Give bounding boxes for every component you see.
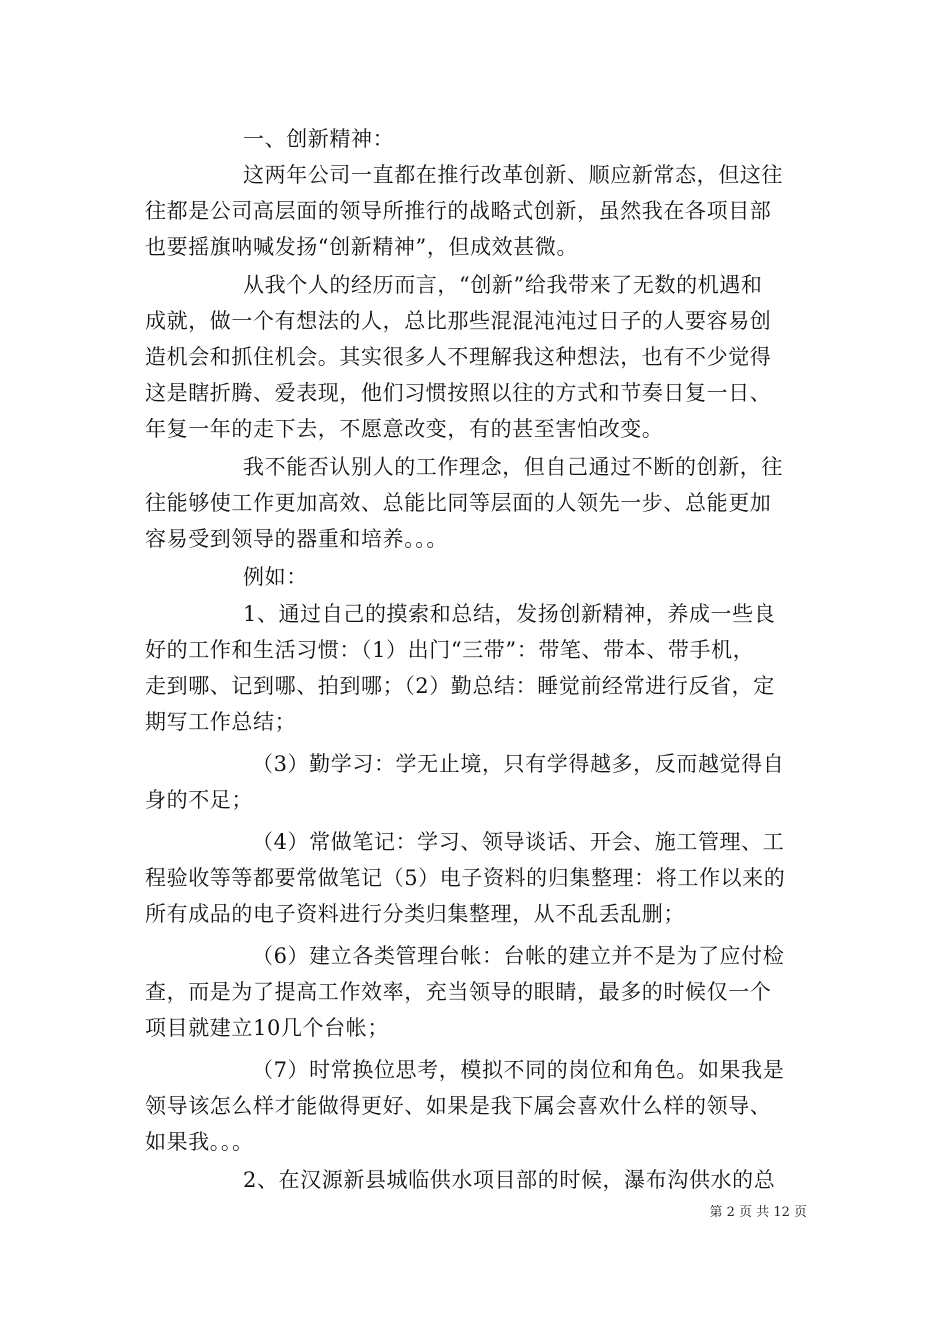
paragraph-line: 所有成品的电子资料进行分类归集整理，从不乱丢乱删； bbox=[145, 902, 685, 926]
paragraph-line: 走到哪、记到哪、拍到哪；（2）勤总结：睡觉前经常进行反省，定 bbox=[145, 674, 775, 698]
paragraph-line: 年复一年的走下去，不愿意改变，有的甚至害怕改变。 bbox=[145, 417, 664, 441]
paragraph-line: 造机会和抓住机会。其实很多人不理解我这种想法，也有不少觉得 bbox=[145, 345, 772, 369]
paragraph-line: 领导该怎么样才能做得更好、如果是我下属会喜欢什么样的领导、 bbox=[145, 1094, 772, 1118]
paragraph-line: 查，而是为了提高工作效率，充当领导的眼睛，最多的时候仅一个 bbox=[145, 980, 772, 1004]
paragraph-line: （6）建立各类管理台帐：台帐的建立并不是为了应付检 bbox=[252, 944, 785, 968]
paragraph-line: 2、在汉源新县城临供水项目部的时候，瀑布沟供水的总 bbox=[243, 1168, 776, 1192]
paragraph-line: 期写工作总结； bbox=[145, 710, 297, 734]
paragraph-line: 从我个人的经历而言，“创新”给我带来了无数的机遇和 bbox=[243, 273, 763, 297]
paragraph-line: 往能够使工作更加高效、总能比同等层面的人领先一步、总能更加 bbox=[145, 491, 772, 515]
paragraph-line: 也要摇旗呐喊发扬“创新精神”，但成效甚微。 bbox=[145, 235, 579, 259]
paragraph-line: 身的不足； bbox=[145, 788, 253, 812]
page-number-footer: 第 2 页 共 12 页 bbox=[709, 1205, 807, 1220]
paragraph-line: 好的工作和生活习惯：（1）出门“三带”：带笔、带本、带手机， bbox=[145, 638, 755, 662]
paragraph-line: 如果我。。。 bbox=[145, 1130, 254, 1154]
paragraph-line: （4）常做笔记：学习、领导谈话、开会、施工管理、工 bbox=[252, 830, 785, 854]
paragraph-line: 这是瞎折腾、爱表现，他们习惯按照以往的方式和节奏日复一日、 bbox=[145, 381, 772, 405]
paragraph-line: （7）时常换位思考，模拟不同的岗位和角色。如果我是 bbox=[252, 1058, 785, 1082]
paragraph-line: 容易受到领导的器重和培养。。。 bbox=[145, 527, 448, 551]
paragraph-line: （3）勤学习：学无止境，只有学得越多，反而越觉得自 bbox=[252, 752, 785, 776]
paragraph-line: 成就，做一个有想法的人，总比那些混混沌沌过日子的人要容易创 bbox=[145, 309, 772, 333]
paragraph-line: 我不能否认别人的工作理念，但自己通过不断的创新，往 bbox=[243, 455, 783, 479]
heading-innovation-spirit: 一、创新精神： bbox=[243, 127, 395, 151]
paragraph-line: 程验收等等都要常做笔记（5）电子资料的归集整理：将工作以来的 bbox=[145, 866, 786, 890]
example-label: 例如： bbox=[243, 565, 308, 589]
paragraph-line: 1、通过自己的摸索和总结，发扬创新精神，养成一些良 bbox=[243, 602, 776, 626]
paragraph-line: 往都是公司高层面的领导所推行的战略式创新，虽然我在各项目部 bbox=[145, 199, 772, 223]
paragraph-line: 项目就建立10几个台帐； bbox=[145, 1016, 389, 1040]
paragraph-line: 这两年公司一直都在推行改革创新、顺应新常态，但这往 bbox=[243, 163, 783, 187]
